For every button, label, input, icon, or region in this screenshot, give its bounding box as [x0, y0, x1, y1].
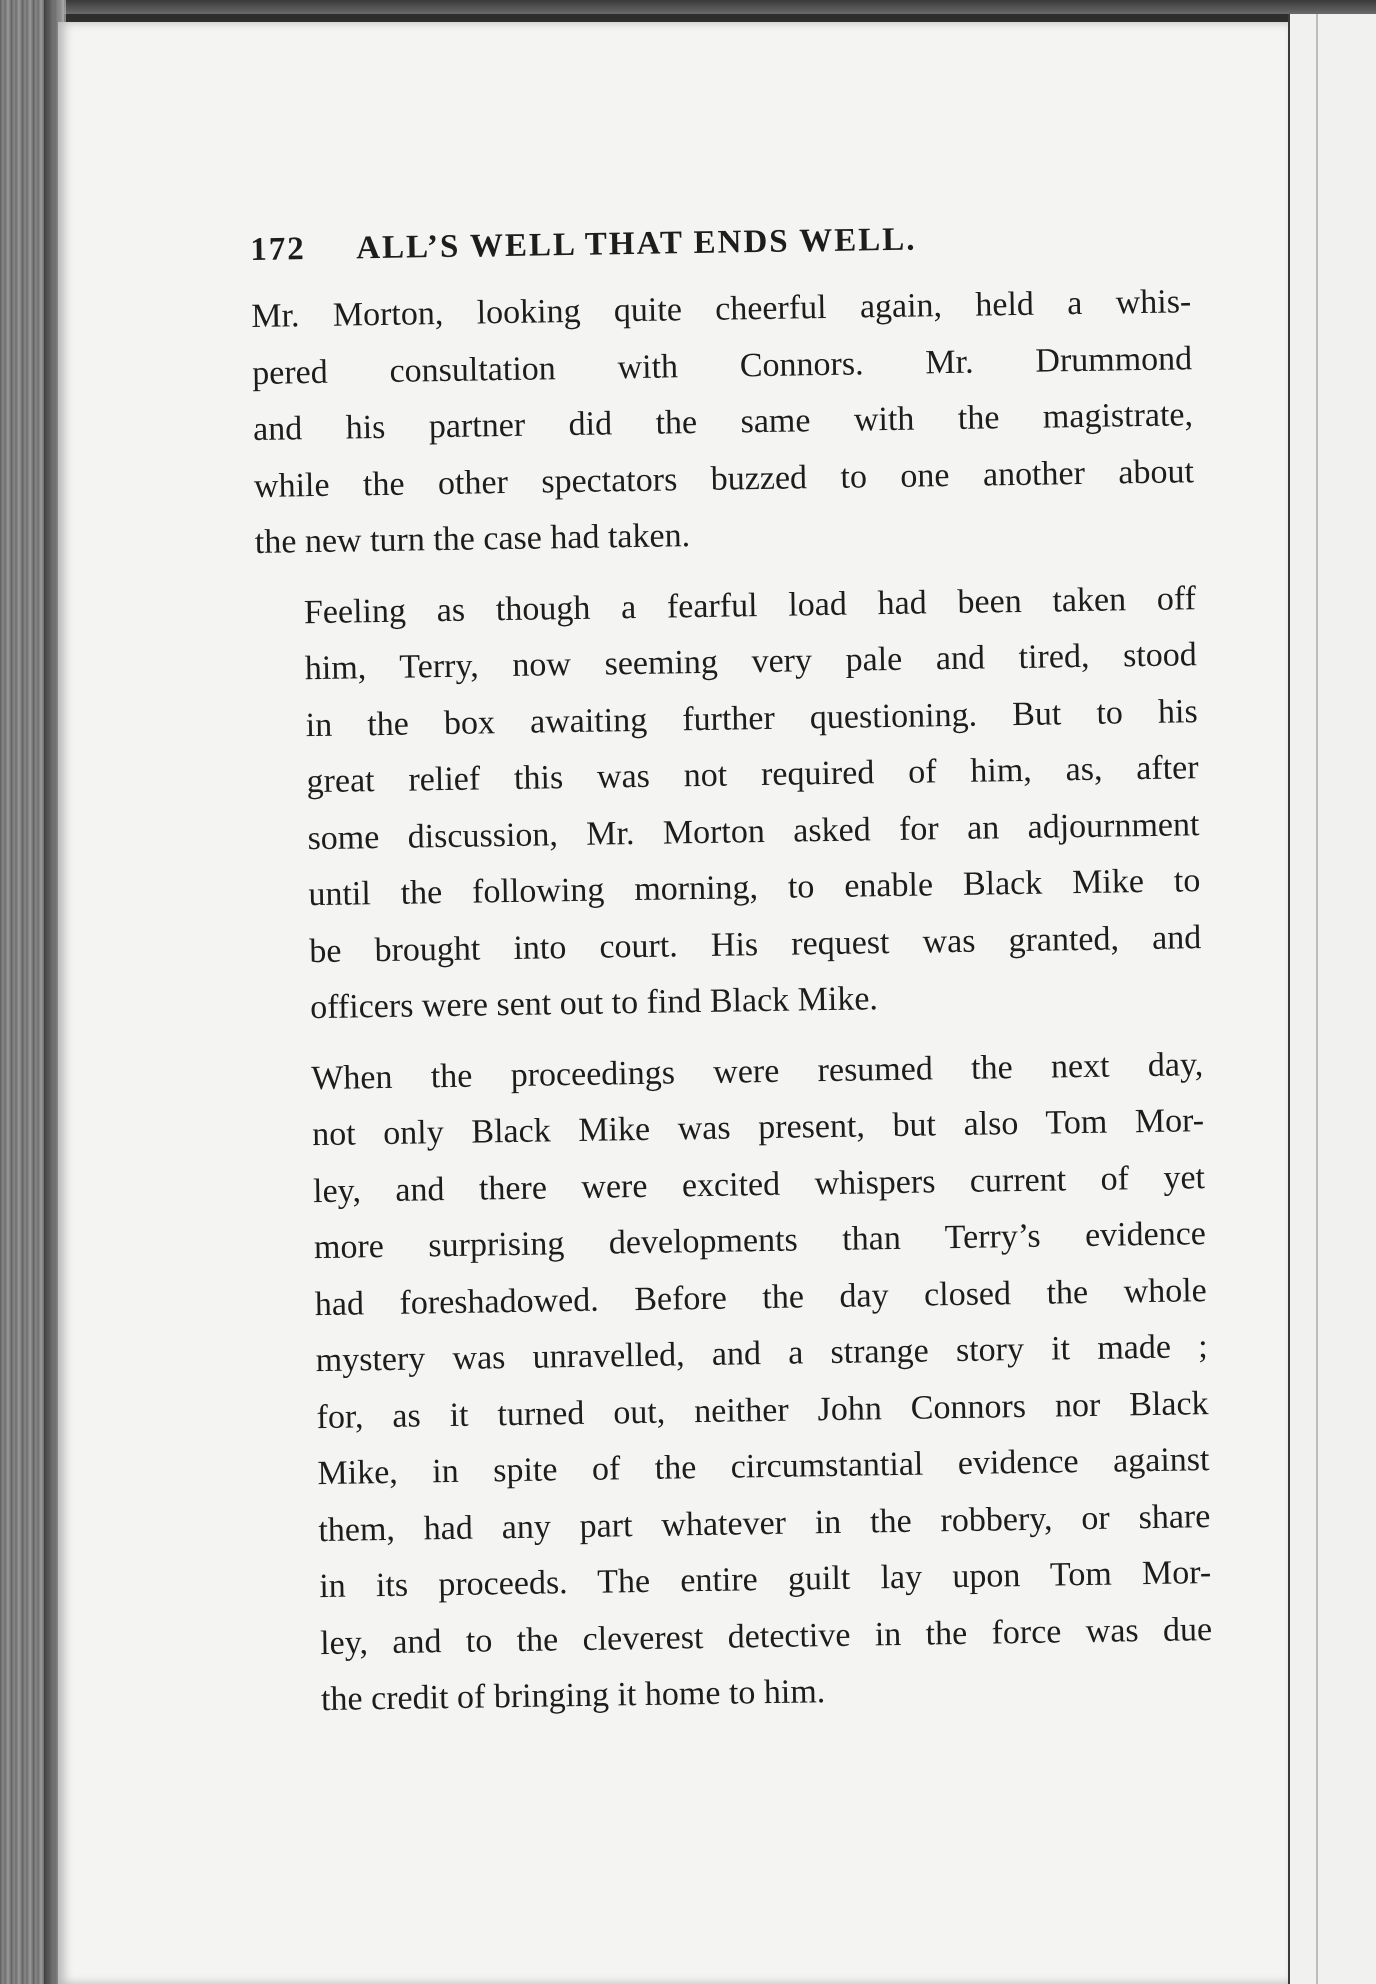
text-line: them, had any part whatever in the robbery, or share: [318, 1497, 1211, 1549]
text-line: ley, and there were excited whispers current of yet: [312, 1158, 1206, 1210]
text-line: great relief this was not required of him, as, after: [306, 749, 1199, 801]
text-line: Mike, in spite of the circumstantial evidence against: [317, 1441, 1210, 1493]
text-line: ley, and to the cleverest detective in the force was due: [319, 1610, 1213, 1662]
text-line: until the following morning, to enable Black Mike to: [308, 862, 1201, 914]
text-line: officers were sent out to find Black Mike.: [309, 980, 879, 1027]
text-line: the new turn the case had taken.: [254, 517, 691, 561]
paragraph-3: [263, 1037, 1214, 1730]
text-line: Feeling as though a fearful load had been taken off: [303, 579, 1197, 631]
text-line: more surprising developments than Terry’s evidence: [313, 1215, 1207, 1267]
text-line: him, Terry, now seeming very pale and tired, stood: [304, 636, 1198, 688]
text-line: for, as it turned out, neither John Connors nor Black: [316, 1384, 1209, 1436]
text-line: mystery was unravelled, and a strange story it made ;: [315, 1328, 1208, 1380]
text-line: the credit of bringing it home to him.: [320, 1673, 826, 1719]
page-number: 172: [250, 231, 307, 268]
text-line: in the box awaiting further questioning. But to his: [305, 692, 1198, 744]
facing-page-rule: [1316, 14, 1318, 1984]
text-line: in its proceeds. The entire guilt lay upon Tom Mor-: [318, 1554, 1212, 1606]
text-line: Mr. Morton, looking quite cheerful again, held a whis-: [251, 283, 1192, 335]
paragraph-1: [251, 274, 1195, 571]
text-column: [250, 217, 1213, 1729]
chapter-title: ALL’S WELL THAT ENDS WELL.: [355, 221, 917, 267]
text-line: When the proceedings were resumed the next day,: [311, 1045, 1204, 1097]
facing-page-edge: [1288, 14, 1376, 1984]
text-line: not only Black Mike was present, but also Tom Mor-: [311, 1102, 1205, 1154]
paragraph-2: [256, 571, 1203, 1038]
text-line: had foreshadowed. Before the day closed the whole: [314, 1271, 1208, 1323]
text-line: pered consultation with Connors. Mr. Drummond: [251, 339, 1193, 392]
text-line: while the other spectators buzzed to one another about: [253, 452, 1195, 505]
text-line: some discussion, Mr. Morton asked for an adjournment: [307, 805, 1200, 857]
text-line: be brought into court. His request was granted, and: [309, 918, 1202, 970]
text-line: and his partner did the same with the magistrate,: [252, 396, 1194, 448]
scan-top-edge: [0, 0, 1376, 14]
